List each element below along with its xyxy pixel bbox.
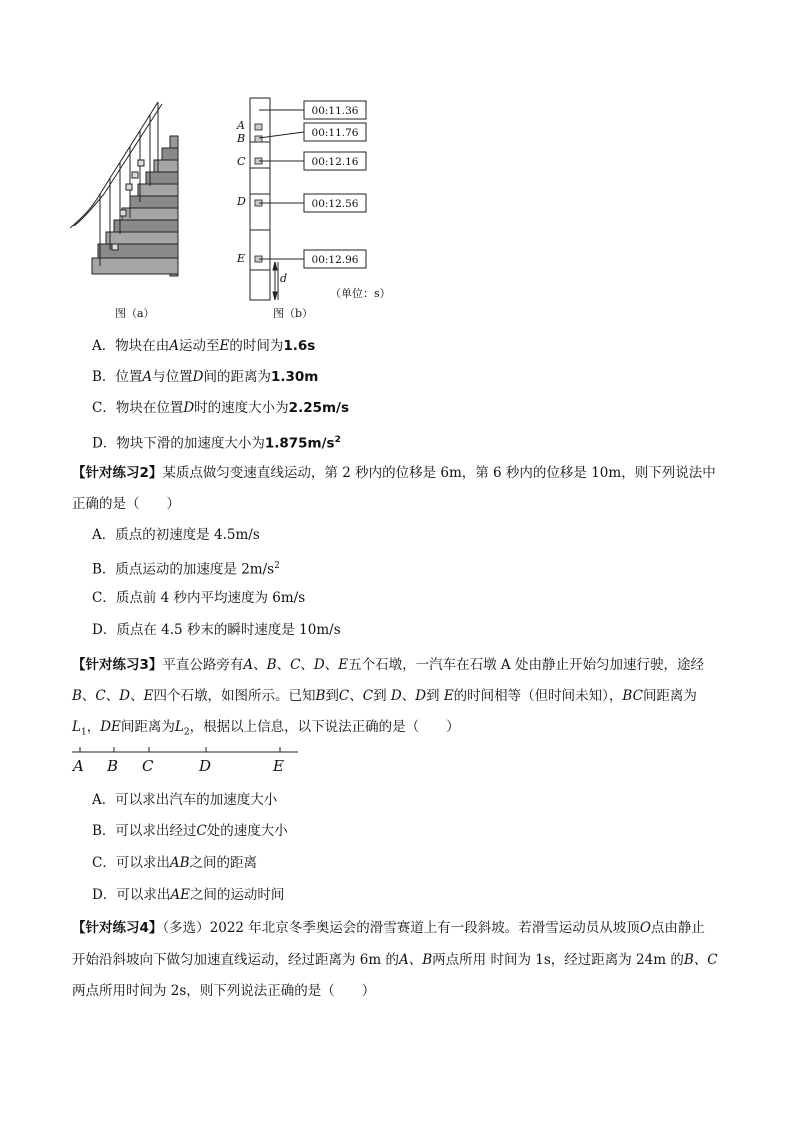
road-label-d: D xyxy=(199,757,212,775)
q3-l1a: 平直公路旁有 xyxy=(162,657,244,673)
q3-c-pre: C．可以求出 xyxy=(92,855,170,871)
q2-option-b xyxy=(92,556,280,580)
q3-l2b: 到 xyxy=(325,688,339,704)
road-label-b: B xyxy=(107,757,119,775)
q3-tag: 【针对练习3】 xyxy=(72,657,163,673)
q1-c-value: 2.25m/s xyxy=(288,400,350,416)
q3-c-post: 之间的距离 xyxy=(189,855,258,871)
q3-stem-line3: $L_1$，DE间距离为$L_2$，根据以上信息，以下说法正确的是（ ） xyxy=(72,719,460,738)
q3-l1-var-b: B xyxy=(266,657,277,673)
q1-d-value: 1.875m/s xyxy=(264,435,335,452)
q3-option-c xyxy=(92,853,257,873)
q3-b-post: 处的速度大小 xyxy=(206,823,288,839)
q1-option-a xyxy=(92,336,315,356)
q3-d-post: 之间的运动时间 xyxy=(189,887,285,903)
q3-l2-var-d: D xyxy=(119,688,131,704)
q3-l2-var-b: B xyxy=(72,688,82,704)
q1-c-prefix: C．物块在位置 xyxy=(92,400,184,416)
q3-l1-var-a: A xyxy=(243,657,254,673)
q2-option-a: A．质点的初速度是 4.5m/s xyxy=(92,527,260,543)
d-label: d xyxy=(280,272,288,285)
q1-option-c xyxy=(92,398,349,418)
strip-label-e: E xyxy=(237,252,246,265)
q3-de: DE xyxy=(100,719,121,735)
q2-tag: 【针对练习2】 xyxy=(72,465,163,481)
q2-b-sup: 2 xyxy=(274,561,280,571)
q1-a-suffix: 的时间为 xyxy=(229,338,284,354)
strip-label-a: A xyxy=(237,119,245,132)
q1-b-value: 1.30m xyxy=(271,369,319,385)
q3-d-pre: D．可以求出 xyxy=(92,887,171,903)
time-box-c: 00:12.16 xyxy=(311,156,359,168)
q4-l2b: 两点所用 时间为 1s，经过距离为 24m 的 xyxy=(432,952,684,968)
q4-var-ab: A、B xyxy=(398,952,433,968)
q1-c-suffix: 时的速度大小为 xyxy=(194,400,289,416)
time-box-d: 00:12.56 xyxy=(311,198,359,210)
q4-var-bc: B、C xyxy=(683,952,718,968)
q3-l2d: 间距离为 xyxy=(642,688,697,704)
q3-l3a: 间距离为 xyxy=(120,719,175,735)
q4-line2 xyxy=(72,950,718,970)
unit-note: （单位：s） xyxy=(330,287,391,300)
q3-l1-var-c: C xyxy=(290,657,301,673)
q2-option-c: C．质点前 4 秒内平均速度为 6m/s xyxy=(92,590,306,606)
road-label-c: C xyxy=(142,757,154,775)
q4-line1 xyxy=(72,918,705,938)
q1-d-sup: 2 xyxy=(334,435,341,445)
time-box-a: 00:11.36 xyxy=(311,105,359,117)
time-box-b: 00:11.76 xyxy=(311,127,359,139)
caption-a: 图（a） xyxy=(115,307,155,320)
q3-b-var: C xyxy=(196,823,207,839)
q4-var-o: O xyxy=(639,920,651,936)
figure-a-staircase xyxy=(70,98,185,278)
q3-l1-var-e: E xyxy=(338,657,349,673)
q4-l2a: 开始沿斜坡向下做匀加速直线运动，经过距离为 6m 的 xyxy=(72,952,399,968)
time-box-e: 00:12.96 xyxy=(311,254,359,266)
q3-l1-var-d: D xyxy=(313,657,325,673)
strip-label-c: C xyxy=(237,155,246,168)
q4-line3: 两点所用时间为 2s，则下列说法正确的是（ ） xyxy=(72,983,376,999)
caption-b: 图（b） xyxy=(273,307,314,320)
road-label-a: A xyxy=(73,757,84,775)
q3-l2-var-c: C xyxy=(95,688,106,704)
q1-c-var1: D xyxy=(183,400,195,416)
q3-option-b xyxy=(92,821,288,841)
q1-a-value: 1.6s xyxy=(283,338,316,354)
q2-stem-line2: 正确的是（ ） xyxy=(72,496,180,512)
road-diagram xyxy=(72,744,302,758)
q1-option-b xyxy=(92,367,318,387)
q1-a-mid: 运动至 xyxy=(179,338,220,354)
q2-stem-line1 xyxy=(72,463,716,483)
q4-tag: 【针对练习4】 xyxy=(72,920,163,936)
q3-l2a: 四个石墩，如图所示。已知 xyxy=(153,688,316,704)
q3-b-pre: B．可以求出经过 xyxy=(92,823,197,839)
q3-stem-line2: B、C、D、E四个石墩，如图所示。已知B到C、C到 D、D到 E的时间相等（但时间未知），BC间距离为 xyxy=(72,688,697,704)
q3-option-d xyxy=(92,885,284,905)
strip-label-d: D xyxy=(237,195,246,208)
q3-l2-symbol: L xyxy=(174,719,184,735)
q3-d-var: AE xyxy=(170,887,190,903)
q3-l3b: ，根据以上信息，以下说法正确的是（ ） xyxy=(189,719,460,735)
road-label-e: E xyxy=(273,757,284,775)
q3-bc: BC xyxy=(622,688,643,704)
q4-l1a: （多选）2022 年北京冬季奥运会的滑雪赛道上有一段斜坡。若滑雪运动员从坡顶 xyxy=(162,920,640,936)
q3-l1-sub: 1 xyxy=(80,727,87,738)
q3-option-a: A．可以求出汽车的加速度大小 xyxy=(92,792,278,808)
q3-l1-symbol: L xyxy=(72,719,81,735)
q1-b-mid: 与位置 xyxy=(152,369,193,385)
q1-a-prefix: A．物块在由 xyxy=(92,338,170,354)
strip-label-b: B xyxy=(237,132,246,145)
q1-b-var1: A xyxy=(142,369,153,385)
q1-a-var2: E xyxy=(219,338,230,354)
q1-a-var1: A xyxy=(169,338,179,354)
q4-l1b: 点由静止 xyxy=(650,920,705,936)
q1-option-d xyxy=(92,430,341,454)
q1-d-prefix: D．物块下滑的加速度大小为 xyxy=(92,435,265,452)
q2-b-text: B．质点运动的加速度是 2m/s xyxy=(92,561,275,578)
q3-l2-var-e: E xyxy=(143,688,154,704)
q3-l1b: 五个石墩，一汽车在石墩 A 处由静止开始匀加速行驶，途经 xyxy=(348,657,704,673)
q3-c-var: AB xyxy=(169,855,190,871)
q1-b-var2: D xyxy=(192,369,204,385)
q3-l2c: 的时间相等（但时间未知）， xyxy=(453,688,623,704)
q2-stem1: 某质点做匀变速直线运动，第 2 秒内的位移是 6m，第 6 秒内的位移是 10m，则下列说法中 xyxy=(162,465,716,481)
q1-b-suffix: 间的距离为 xyxy=(203,369,271,385)
q1-b-prefix: B．位置 xyxy=(92,369,143,385)
q3-l2-sub: 2 xyxy=(183,727,190,738)
q2-option-d: D．质点在 4.5 秒末的瞬时速度是 10m/s xyxy=(92,622,341,638)
q3-stem-line1: 【针对练习3】平直公路旁有A、B、C、D、E五个石墩，一汽车在石墩 A 处由静止开始匀加速行驶，途经 xyxy=(72,657,704,673)
